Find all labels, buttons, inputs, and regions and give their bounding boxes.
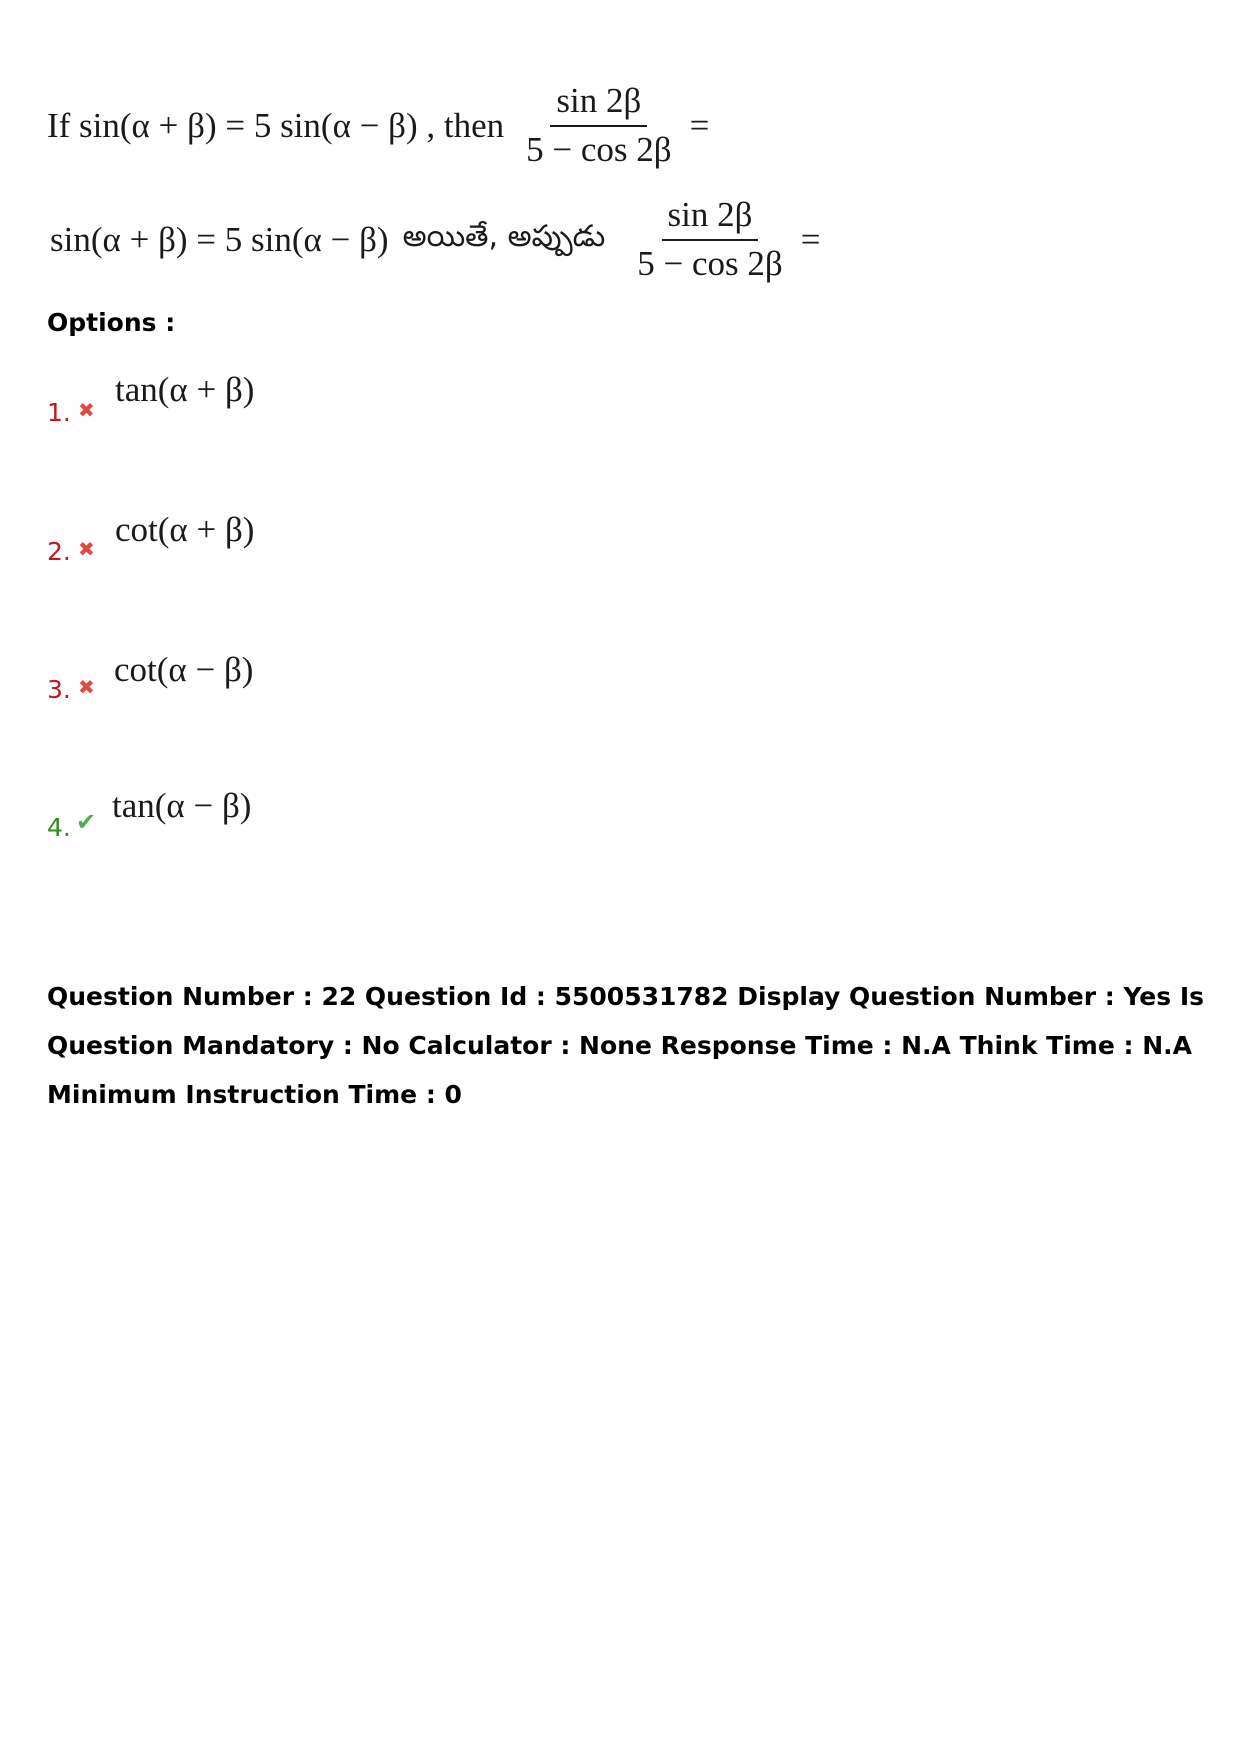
option-text: cot(α + β): [115, 510, 255, 549]
fraction-denominator: 5 − cos 2β: [637, 243, 783, 283]
question-english: [47, 82, 709, 169]
question-metadata: Question Number : 22 Question Id : 5500531782 Display Question Number : Yes Is Question Mandatory : No Calculator : None Response Time : N.A Think Time : N.A Minimum Instruction Time : 0: [47, 982, 1205, 1109]
question-english-fraction: [520, 82, 677, 169]
options-label: Options :: [47, 308, 176, 337]
option-text: tan(α − β): [112, 786, 252, 825]
equals-sign: =: [689, 105, 710, 145]
option-number: 1.: [47, 398, 71, 427]
equals-sign: =: [800, 219, 821, 259]
option-number: 3.: [47, 675, 71, 704]
option-text: cot(α − β): [114, 650, 254, 689]
question-telugu-text: అయితే, అప్పుడు: [402, 218, 606, 254]
wrong-mark-icon: ✖: [78, 537, 95, 561]
fraction-numerator: sin 2β: [550, 82, 647, 127]
question-english-prefix: If sin(α + β) = 5 sin(α − β) , then: [47, 105, 505, 145]
question-telugu: [50, 196, 820, 283]
fraction-denominator: 5 − cos 2β: [526, 129, 672, 169]
option-text: tan(α + β): [115, 370, 255, 409]
question-telugu-fraction: [631, 196, 788, 283]
question-telugu-expression: sin(α + β) = 5 sin(α − β): [50, 219, 389, 259]
fraction-numerator: sin 2β: [662, 196, 759, 241]
wrong-mark-icon: ✖: [78, 675, 95, 699]
check-mark-icon: ✔: [76, 808, 97, 836]
option-number: 4.: [47, 813, 71, 842]
option-number: 2.: [47, 537, 71, 566]
wrong-mark-icon: ✖: [78, 398, 95, 422]
